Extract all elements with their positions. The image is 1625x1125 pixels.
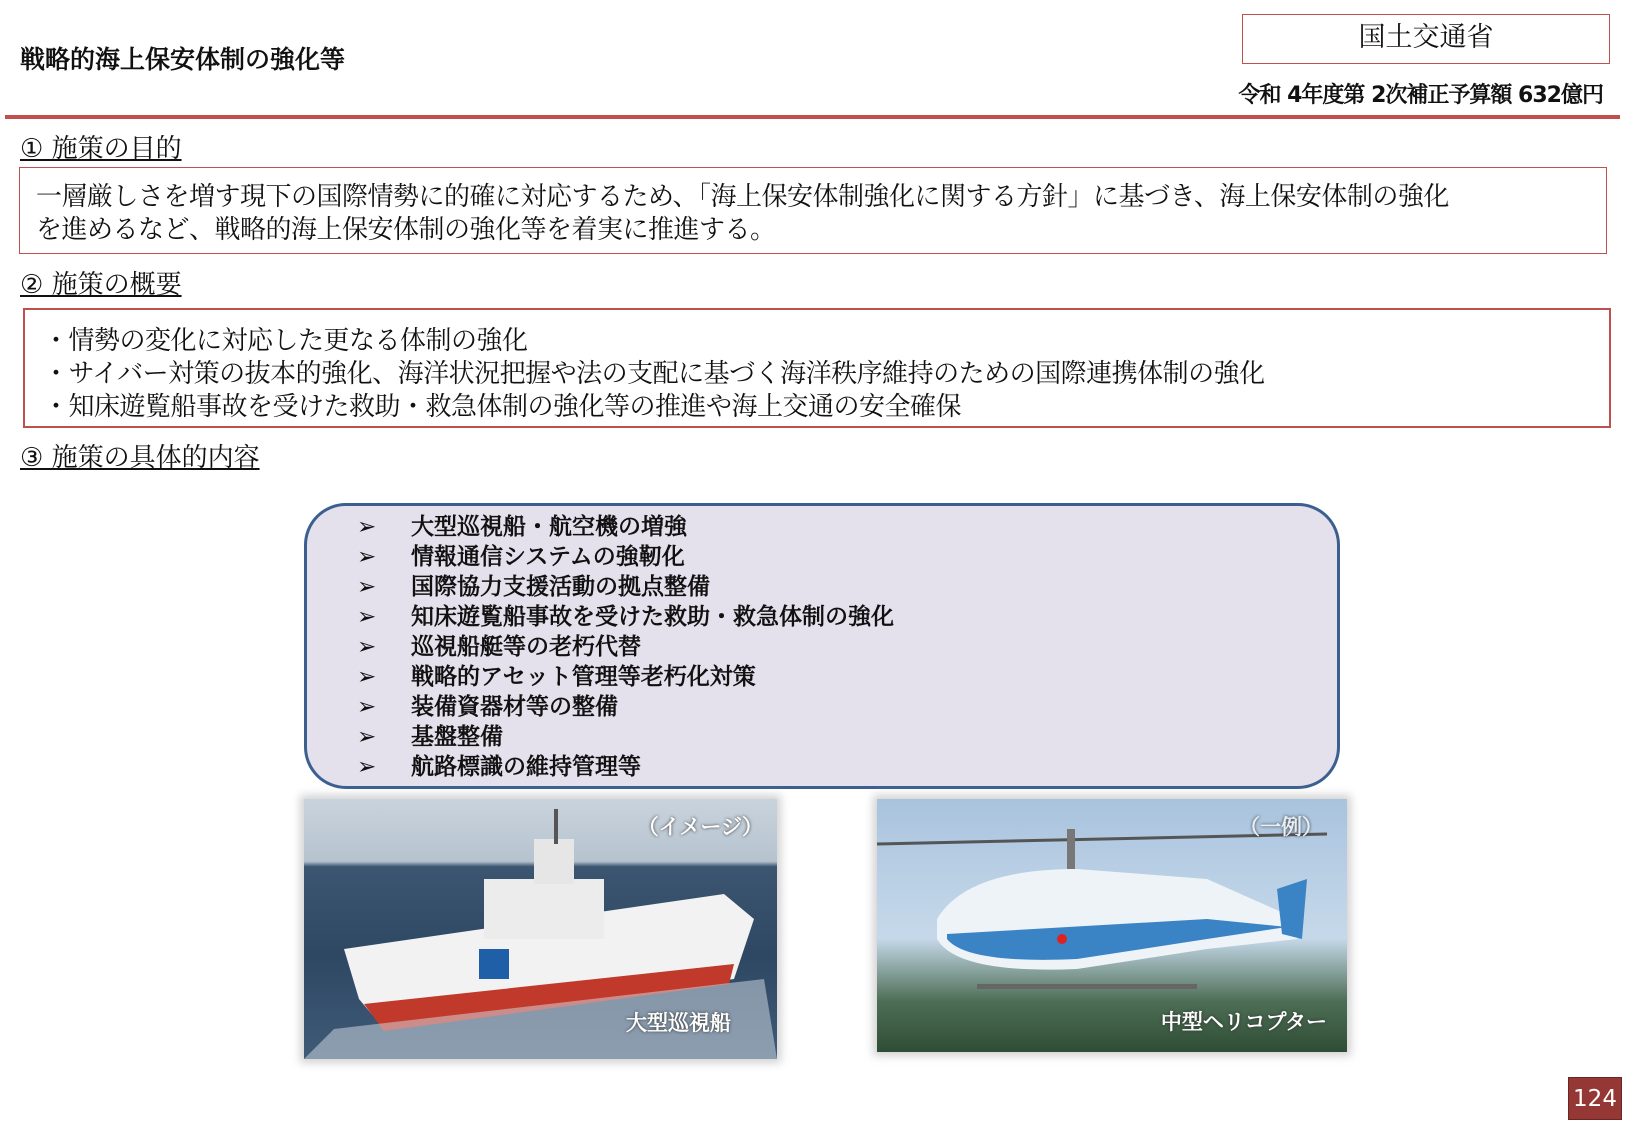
arrow-bullet-icon: ➢	[357, 544, 377, 570]
measure-item	[357, 658, 756, 691]
measure-item-label: 大型巡視船・航空機の増強	[411, 514, 687, 540]
header-divider	[5, 115, 1620, 119]
measure-item	[357, 508, 687, 541]
purpose-box	[19, 167, 1607, 254]
overview-box	[23, 308, 1611, 428]
measure-item-label: 装備資器材等の整備	[411, 694, 618, 720]
ship-caption: 大型巡視船	[626, 1011, 731, 1035]
arrow-bullet-icon: ➢	[357, 724, 377, 750]
purpose-line: を進めるなど、戦略的海上保安体制の強化等を着実に推進する。	[36, 215, 776, 245]
arrow-bullet-icon: ➢	[357, 754, 377, 780]
arrow-bullet-icon: ➢	[357, 634, 377, 660]
measure-item-label: 情報通信システムの強靭化	[411, 544, 685, 570]
arrow-bullet-icon: ➢	[357, 664, 377, 690]
overview-line: ・情勢の変化に対応した更なる体制の強化	[43, 326, 528, 356]
arrow-bullet-icon: ➢	[357, 604, 377, 630]
arrow-bullet-icon: ➢	[357, 514, 377, 540]
budget-amount: 令和 4年度第 2次補正予算額 632億円	[1238, 83, 1603, 108]
measure-item-label: 国際協力支援活動の拠点整備	[411, 574, 710, 600]
heli-caption: 中型ヘリコプター	[1160, 1010, 1327, 1034]
helicopter-photo	[877, 799, 1347, 1052]
arrow-bullet-icon: ➢	[357, 694, 377, 720]
measure-item	[357, 718, 503, 751]
heli-image-tag: （一例）	[1239, 815, 1323, 839]
section-heading-details: ③ 施策の具体的内容	[20, 443, 260, 473]
overview-line: ・サイバー対策の抜本的強化、海洋状況把握や法の支配に基づく海洋秩序維持のための国際連携体制の強化	[43, 359, 1265, 389]
measure-item	[357, 748, 641, 781]
measure-item	[357, 568, 710, 601]
purpose-line: 一層厳しさを増す現下の国際情勢に的確に対応するため、「海上保安体制強化に関する方針」に基づき、海上保安体制の強化	[36, 182, 1449, 212]
measure-item-label: 巡視船艇等の老朽代替	[411, 634, 641, 660]
measure-item-label: 知床遊覧船事故を受けた救助・救急体制の強化	[411, 604, 894, 630]
measure-item-label: 戦略的アセット管理等老朽化対策	[411, 664, 756, 690]
patrol-ship-photo	[304, 799, 777, 1059]
ministry-label: 国土交通省	[1242, 14, 1610, 64]
measure-item	[357, 688, 618, 721]
ship-image-tag: （イメージ）	[637, 815, 763, 839]
measure-item	[357, 598, 894, 631]
arrow-bullet-icon: ➢	[357, 574, 377, 600]
section-heading-overview: ② 施策の概要	[20, 270, 182, 300]
page-number: 124	[1568, 1077, 1622, 1120]
overview-line: ・知床遊覧船事故を受けた救助・救急体制の強化等の推進や海上交通の安全確保	[43, 392, 962, 422]
measure-item-label: 航路標識の維持管理等	[411, 754, 641, 780]
measure-item-label: 基盤整備	[411, 724, 503, 750]
measures-list	[304, 503, 1340, 789]
measure-item	[357, 538, 685, 571]
section-heading-purpose: ① 施策の目的	[20, 134, 182, 164]
page-title: 戦略的海上保安体制の強化等	[20, 45, 346, 74]
measure-item	[357, 628, 641, 661]
